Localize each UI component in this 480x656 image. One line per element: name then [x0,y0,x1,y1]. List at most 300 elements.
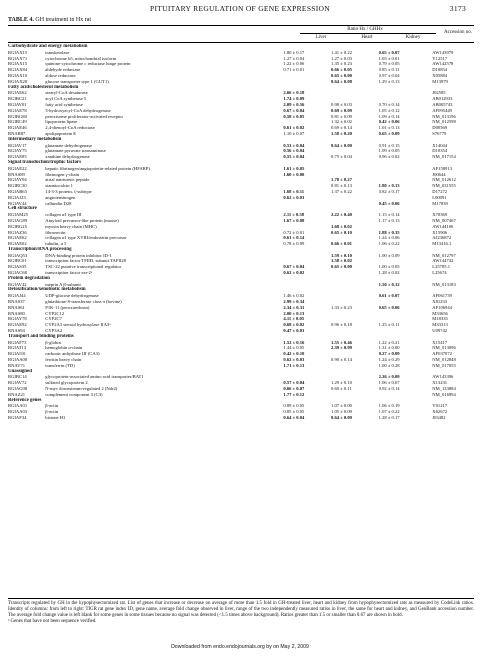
kidney-ratio-cell: 0.79 ± 0.05 [378,61,400,67]
section-label: Protein degradation [8,275,50,281]
accession-cell: U09742 [432,328,448,334]
accession-cell: M17839 [432,200,448,206]
gene-name-cell: hepatic fibrinogen/angiopoietin-related protein (HFARP) [45,165,150,171]
gene-name-cell: CYP3A2 [45,328,63,334]
gene-id-cell: RNAR87 [8,130,26,136]
gene-name-cell: fibrinogen γ-chain [45,171,80,177]
accession-cell: AF158913 [432,165,452,171]
liver-ratio-cell: 1.60 ± 0.00 [283,171,305,177]
gene-id-cell: RGIAE78 [8,107,27,113]
gene-id-cell: RNAS61 [8,304,25,310]
gene-name-cell: calbindin D28 [45,200,72,206]
gene-id-cell: RGIAC68 [8,270,27,276]
header-rule [8,42,474,43]
heart-ratio-cell: 1.68 ± 0.02 [331,223,352,229]
heart-ratio-cell: 0.96 ± 0.18 [331,322,352,328]
section-label: Carbohydrate and energy metabolism [8,44,88,49]
ratio-header: Ratio Hx / GHHx [347,27,383,32]
accession-cell: V01217 [432,403,448,409]
kidney-ratio-cell: 0.61 ± 0.07 [378,293,400,299]
accession-cell: M33656 [432,310,448,316]
heart-ratio-cell: 2.39 ± 0.99 [331,345,352,351]
gene-id-cell: RGIAE62 [8,90,27,96]
accession-cell: AF095449 [432,107,452,113]
gene-id-cell: RNAZ21 [8,391,26,397]
gene-id-cell: RGIAG89 [8,217,28,223]
accession-cell: AW143979 [432,49,454,55]
accession-cell: AF061739 [432,293,452,299]
accession-cell: D17272 [432,188,448,194]
gene-name-cell: UDP-glucose dehydrogenase [45,293,99,299]
heart-ratio-cell: 1.32 ± 0.02 [331,119,352,125]
accession-cell: AW144106 [432,223,454,229]
accession-cell: X15417 [432,339,448,345]
gene-name-cell: 14-3-3 protein, ζ-subtype [45,188,92,194]
liver-ratio-cell: 0.55 ± 0.04 [283,154,305,160]
gene-name-cell: fatty acid synthetase [45,101,83,107]
accession-cell: NM_017154 [432,154,456,160]
heart-ratio-cell: 1.05 ± 0.09 [331,409,352,415]
top-rule [8,25,474,26]
accession-cell: NM_013183 [432,281,456,287]
page-number: 3173 [449,4,466,13]
accession-cell: X62672 [432,409,448,415]
liver-ratio-cell: 0.58 ± 0.05 [283,113,305,119]
gene-id-cell: RGIAX71 [8,55,28,61]
accession-cell: NM_016994 [432,391,456,397]
liver-ratio-cell: 0.89 ± 0.05 [283,403,305,409]
accession-cell: NM_007467 [432,217,456,223]
liver-ratio-cell: 0.72 ± 0.01 [283,229,305,235]
kidney-ratio-cell: 1.24 ± 0.29 [378,357,400,363]
section-label: Intermediary metabolism [8,136,62,142]
section-label: Transcription/RNA processing [8,246,72,252]
gene-name-cell: CYP2C12 [45,310,65,316]
gene-id-cell: RGIAA00 [8,357,28,363]
section-label: Detoxification/xenobiotic metabolism [8,287,86,293]
kidney-ratio-cell: 1.00 ± 0.05 [378,264,400,270]
heart-ratio-cell: 0.65 ± 0.10 [331,229,352,235]
liver-ratio-cell: 0.53 ± 0.04 [283,142,305,148]
footnote-note-a: ᵃ Genes that have not been sequence verified. [8,619,97,624]
liver-ratio-cell: 0.78 ± 0.09 [283,241,305,247]
gene-id-cell: RGIBC21 [8,96,27,102]
gene-name-cell: glutamate dehydrogenase [45,142,93,148]
footnote-text: Transcripts regulated by GH in the hypophysectomized rat. List of genes that increase or decrease on average of more than 1.5 fold in GH-treated liver, heart and kidney from hypophysectomized rats as measured by CodeLink ratios. Identity of columns: from left to right: TIGR rat gene index ID, gene name, average fold change observed in liver, range of the two independently measured ratios in liver, the same for heart and kidney, and GenBank accession number. The average fold change value is left blank for some genes in some tissues because no signal was detected (<1.5 times above background). Ratios greater than 1.5 or smaller than 0.67 are shown in bold. [8,601,474,618]
gene-name-cell: histone H1 [45,415,66,420]
gene-id-cell: RGIAY78 [8,316,27,322]
gene-name-cell: meprin A β-subunit [45,281,81,287]
accession-cell: AW144742 [432,258,454,264]
gene-name-cell: P1K-11 (peroxiredoxin) [45,304,90,310]
kidney-ratio-cell: 1.15 ± 0.14 [378,212,400,218]
gene-name-cell: glutamate pyruvate transaminase [45,148,106,154]
liver-ratio-cell: 4.11 ± 0.05 [283,316,305,322]
liver-ratio-cell: 0.67 ± 0.04 [283,107,305,113]
heart-ratio-cell: 1.59 ± 0.10 [331,252,352,258]
gene-id-cell: RGIAA03 [8,409,28,415]
kidney-ratio-cell: 1.29 ± 0.13 [378,78,400,84]
heart-ratio-cell: 0.75 ± 0.04 [331,154,352,160]
gene-name-cell: stanniocalcin 1 [45,183,73,189]
liver-ratio-cell: 1.27 ± 0.04 [283,55,305,61]
gene-id-cell: RGIAE46 [8,125,27,131]
gene-id-cell: RGIAF34 [8,415,27,420]
gene-name-cell: apolipoprotein E [45,130,77,136]
accession-cell: NM_017055 [432,362,456,368]
heart-ratio-cell: 0.66 ± 0.05 [331,67,352,73]
accession-cell: AB012933 [432,96,453,102]
liver-ratio-cell: 1.74 ± 0.09 [283,96,305,102]
gene-name-cell: β-actin [45,409,59,415]
accession-cell: L00091 [432,194,447,200]
gene-name-cell: transferrin (TD) [45,362,75,368]
section-label: Transport and binding proteins [8,333,74,339]
heart-ratio-cell: 1.27 ± 0.03 [331,55,352,61]
accession-cell: L25674 [432,270,447,276]
gene-id-cell: RGIAS35 [8,264,27,270]
accession-cell: D10354 [432,148,448,154]
heart-ratio-cell: 0.69 ± 0.14 [331,125,352,131]
col-kidney-header: Kidney [405,35,421,40]
accession-cell: AJ236872 [432,235,452,241]
accession-cell: M18335 [432,316,448,322]
liver-ratio-cell: 0.62 ± 0.03 [283,194,305,200]
accession-cell: AB005743 [432,101,453,107]
heart-ratio-cell: 0.64 ± 0.09 [331,415,352,420]
kidney-ratio-cell: 0.65 ± 0.07 [378,49,400,55]
gene-id-cell: RGIAV17 [8,142,27,148]
gene-name-cell: acyl CoA synthetase 5 [45,96,87,102]
gene-name-cell: glutathione-S-transferase class π (bovine) [45,299,122,305]
accession-cell: NM_133884 [432,386,456,392]
gene-id-cell: RGIAX20 [8,78,28,84]
accession-cell: X05884 [432,72,448,78]
gene-name-cell: myosin heavy chain (MHC) [45,223,97,229]
liver-ratio-cell: 0.66 ± 0.07 [283,386,305,392]
kidney-ratio-cell: 1.22 ± 0.21 [378,339,400,345]
gene-id-cell: RGIAX15 [8,61,28,67]
gene-name-cell: lipoprotein lipase [45,119,78,125]
liver-ratio-cell: 2.00 ± 0.13 [283,310,305,316]
gene-name-cell: cytochrome b5, mitochondrial isoform [45,55,117,61]
accession-cell: AW143396 [432,374,454,380]
gene-id-cell: RGIAE92 [8,322,27,328]
kidney-ratio-cell: 0.82 ± 0.17 [378,188,400,194]
accession-cell: D10854 [432,67,448,73]
gene-id-cell: RNAS37 [8,299,25,305]
liver-ratio-cell: 1.22 ± 0.06 [283,61,305,67]
kidney-ratio-cell: 1.50 ± 0.12 [378,281,400,287]
gene-id-cell: RNAS89 [8,171,25,177]
gene-name-cell: β-globin [45,339,61,345]
kidney-ratio-cell: 1.06 ± 0.19 [378,403,400,409]
liver-ratio-cell: 2.66 ± 0.18 [283,90,305,96]
liver-ratio-cell: 0.47 ± 0.03 [283,328,305,334]
liver-ratio-cell: 1.52 ± 0.16 [283,339,305,345]
gene-id-cell: RNAS94 [8,328,25,334]
gene-id-cell: RGIAV01 [8,101,27,107]
gene-id-cell: RGIAF73 [8,339,27,345]
kidney-ratio-cell: 0.97 ± 0.04 [378,72,400,78]
accession-cell: NM_012848 [432,357,456,363]
kidney-ratio-cell: 0.85 ± 0.11 [378,67,400,73]
kidney-ratio-cell: 1.03 ± 0.01 [378,55,400,61]
gene-id-cell: RGIAI10 [8,351,26,357]
accession-cell: AW142578 [432,61,454,67]
heart-ratio-cell: 1.37 ± 0.22 [331,188,352,194]
gene-name-cell: TSC-22 putative transcriptional regulator [45,264,122,270]
accession-cell: X70369 [432,212,448,218]
liver-ratio-cell: 1.10 ± 0.07 [283,130,305,136]
heart-ratio-cell: 0.98 ± 0.03 [331,101,352,107]
gene-name-cell: peroxisome proliferator-activated receptor [45,113,123,119]
gene-name-cell: glycoprotein-associated amino acid transporter/BAT1 [45,374,144,380]
accession-cell: X13231 [432,380,448,386]
heart-ratio-cell: 1.35 ± 0.23 [331,61,352,67]
kidney-ratio-cell: 1.25 ± 0.11 [378,322,400,328]
gene-id-cell: RGIAE62 [8,235,27,241]
heart-ratio-cell: 1.41 ± 0.22 [331,49,352,55]
heart-ratio-cell: 0.66 ± 0.01 [331,241,352,247]
gene-name-cell: atrial natriuretic peptide [45,177,90,183]
kidney-ratio-cell: 1.31 ± 0.00 [378,345,400,351]
gene-id-cell: RGIAA01 [8,403,28,409]
accession-cell: X81233 [432,299,448,305]
liver-ratio-cell: 2.09 ± 0.56 [283,101,305,107]
kidney-ratio-cell: 1.00 ± 0.28 [378,362,400,368]
gene-name-cell: sulfated glycoprotein 2 [45,380,88,386]
accession-cell: AF106944 [432,304,452,310]
gene-id-cell: RGIBC49 [8,119,27,125]
gene-name-cell: CYP2C7 [45,316,62,322]
heart-ratio-cell: 1.55 ± 0.46 [331,339,352,345]
section-label: Cell structure [8,206,37,212]
kidney-ratio-cell: 1.01 ± 0.13 [378,125,400,131]
accession-cell: NM_012612 [432,177,456,183]
accession-cell: X14044 [432,142,448,148]
accession-cell: D00569 [432,125,448,131]
gene-name-cell: N-myc downstream-regulated 2 (Ndr2) [45,386,118,392]
liver-ratio-cell: 0.68 ± 0.02 [283,322,305,328]
gene-name-cell: β-actin [45,403,59,409]
gene-id-cell: RGIBG80 [8,113,27,119]
gene-id-cell: RGIAJ44 [8,293,26,299]
gene-name-cell: transketolase [45,49,70,55]
gene-name-cell: carbonic anhydrase III (CA3) [45,351,100,357]
gene-name-cell: hemoglobin α-chain [45,345,83,351]
accession-cell: NM_031555 [432,183,456,189]
heart-ratio-cell: 1.58 ± 0.20 [331,130,352,136]
heart-ratio-cell: 0.69 ± 0.09 [331,107,352,113]
running-header [0,4,480,16]
gene-name-cell: collagen α1 type XVIII/endostatin precursor [45,235,127,241]
gene-id-cell: RGIAV44 [8,200,27,206]
kidney-ratio-cell: 0.42 ± 0.06 [378,119,400,125]
gene-name-cell: angiotensinogen [45,194,76,200]
kidney-ratio-cell: 1.24 ± 0.06 [378,235,400,241]
liver-ratio-cell: 1.44 ± 0.05 [283,345,305,351]
table-number: TABLE 4. [8,17,34,23]
liver-ratio-cell: 0.85 ± 0.05 [283,409,305,415]
gene-id-cell: RGIAZ36 [8,229,27,235]
col-heart-header: Heart [361,35,373,40]
liver-ratio-cell: 0.56 ± 0.04 [283,148,305,154]
accession-cell: J03482 [432,415,446,420]
liver-ratio-cell: 2.99 ± 0.34 [283,299,305,305]
kidney-ratio-cell: 1.28 ± 0.17 [378,415,400,420]
gene-name-cell: CYP2A3 steroid hydroxylase IIA3ᵃ [45,322,111,328]
kidney-ratio-cell: 1.17 ± 0.13 [378,217,400,223]
heart-ratio-cell: 1.78 ± 0.27 [331,177,352,183]
liver-ratio-cell: 1.80 ± 0.17 [283,49,305,55]
kidney-ratio-cell: 1.28 ± 0.02 [378,270,400,276]
accession-cell: L25785.1 [432,264,451,270]
accession-cell: M13416.1 [432,241,452,247]
heart-ratio-cell: 2.22 ± 0.40 [331,212,352,218]
accession-cell: Y12517 [432,55,448,61]
gene-name-cell: 3-hydroxyacyl-CoA dehydrogenase [45,107,111,113]
gene-name-cell: aldose reductase [45,72,76,78]
accession-cell: NM_012797 [432,252,456,258]
gene-id-cell: RGIAT13 [8,345,27,351]
gene-id-cell: RGIAX10 [8,72,28,78]
gene-name-cell: transcription factor TFIID, subunit TAFII28 [45,258,126,264]
col-accession-header: Accession no. [443,30,473,35]
accession-cell: NM_013096 [432,345,456,351]
heart-ratio-cell: 0.64 ± 0.08 [331,78,352,84]
kidney-ratio-cell: 1.09 ± 0.14 [378,113,400,119]
gene-name-cell: transcription factor ear-2ᵃ [45,270,93,276]
gene-name-cell: aldehyde reductase [45,67,81,73]
section-label: Signal transduction/trophic factors [8,159,82,165]
accession-cell: J00644 [432,171,446,177]
heart-ratio-cell: 0.81 ± 0.13 [331,183,352,189]
gene-id-cell: RGIBC01 [8,258,27,264]
liver-ratio-cell: 1.46 ± 0.02 [283,293,305,299]
gene-id-cell: RGIBG25 [8,223,27,229]
col-liver-header: Liver [315,35,327,40]
gene-id-cell: RGIAY75 [8,148,27,154]
kidney-ratio-cell: 0.65 ± 0.06 [378,304,400,310]
accession-cell: X15906 [432,229,448,235]
gene-id-cell: RGIAY94 [8,177,27,183]
gene-id-cell: RGIAX84 [8,67,28,73]
kidney-ratio-cell: 1.05 ± 0.12 [378,107,400,113]
gene-name-cell: stearyl-CoA desaturase [45,90,88,96]
heart-ratio-cell: 0.64 ± 0.00 [331,142,352,148]
heart-ratio-cell: 0.81 ± 0.09 [331,113,352,119]
liver-ratio-cell: 0.62 ± 0.02 [283,270,305,276]
kidney-ratio-cell: 0.65 ± 0.09 [378,130,400,136]
section-label: Reference genes [8,397,42,403]
kidney-ratio-cell: 1.00 ± 0.09 [378,252,400,258]
gene-name-cell: complement component 3 (C3) [45,391,103,397]
kidney-ratio-cell: 0.96 ± 0.02 [378,154,400,160]
gene-id-cell: RGIBC30 [8,183,27,189]
gene-id-cell: RGIAV42 [8,281,27,287]
heart-ratio-cell: 0.90 ± 0.14 [331,357,352,363]
kidney-ratio-cell: 0.70 ± 0.14 [378,101,400,107]
liver-ratio-cell: 1.77 ± 0.12 [283,391,305,397]
accession-cell: J02585 [432,90,446,96]
liver-ratio-cell: 2.11 ± 0.58 [283,212,305,218]
heart-ratio-cell: 0.65 ± 0.00 [331,72,352,78]
gene-id-cell: RGIAE85 [8,154,27,160]
ratio-header-rule [300,33,436,34]
kidney-ratio-cell: 1.09 ± 0.05 [378,148,400,154]
gene-id-cell: RGIAG98 [8,386,28,392]
accession-cell: NM_013196 [432,113,456,119]
gene-name-cell: Amyloid precursor-like protein (mouse) [45,217,119,223]
gene-name-cell: glucose transporter type 1 (GUT1) [45,78,109,84]
heart-ratio-cell: 0.69 ± 0.11 [331,386,352,392]
gene-id-cell: RGIAM25 [8,212,28,218]
liver-ratio-cell: 0.61 ± 0.14 [283,235,305,241]
liver-ratio-cell: 2.34 ± 0.31 [283,304,305,310]
gene-name-cell: tubulin, α 5 [45,241,67,247]
accession-cell: M13979 [432,78,448,84]
accession-cell: AF037072 [432,351,452,357]
table-row [8,415,474,421]
liver-ratio-cell: 0.71 ± 0.01 [283,67,305,73]
liver-ratio-cell: 0.64 ± 0.04 [283,415,305,420]
heart-ratio-cell: 1.29 ± 0.10 [331,380,352,386]
section-label: Fatty acid/cholesterol metabolism [8,84,79,90]
table-title: GH treatment in Hx rat [35,17,92,23]
liver-ratio-cell: 0.57 ± 0.04 [283,380,305,386]
accession-cell: M33313 [432,322,448,328]
liver-ratio-cell: 0.42 ± 0.10 [283,351,305,357]
kidney-ratio-cell: 0.45 ± 0.06 [378,200,400,206]
kidney-ratio-cell: 1.80 ± 0.13 [378,183,400,189]
heart-ratio-cell: 1.33 ± 0.23 [331,304,352,310]
kidney-ratio-cell: 1.07 ± 0.22 [378,409,400,415]
gene-id-cell: RGIAJ23 [8,194,26,200]
table-caption [8,17,91,23]
kidney-ratio-cell: 1.06 ± 0.07 [378,380,400,386]
section-label: Unassigned [8,368,32,374]
gene-id-cell: RNAS80 [8,310,25,316]
gene-id-cell: RGIAB63 [8,188,27,194]
heart-ratio-cell: 1.58 ± 0.02 [331,258,352,264]
gene-name-cell: fibronectin [45,229,66,235]
liver-ratio-cell: 1.71 ± 0.13 [283,362,305,368]
liver-ratio-cell: 0.61 ± 0.02 [283,125,305,131]
gene-id-cell: RNAV71 [8,362,26,368]
table-footnote [8,601,474,625]
gene-id-cell: RGIBC14 [8,374,27,380]
gene-id-cell: RGIAX15 [8,49,28,55]
heart-ratio-cell: 0.65 ± 0.00 [331,264,352,270]
liver-ratio-cell: 1.67 ± 0.08 [283,217,305,223]
kidney-ratio-cell: 1.06 ± 0.22 [378,241,400,247]
gene-name-cell: 2,4-dienoyl-CoA reductase [45,125,95,131]
gene-name-cell: ferritin heavy chain [45,357,82,363]
accession-cell: NM_012598 [432,119,456,125]
liver-ratio-cell: 0.67 ± 0.04 [283,264,305,270]
gene-name-cell: xanthine dehydrogenase [45,154,90,160]
accession-cell: S76779 [432,130,447,136]
bottom-rule [8,598,474,599]
kidney-ratio-cell: 2.26 ± 0.09 [378,374,400,380]
liver-ratio-cell: 1.61 ± 0.05 [283,165,305,171]
gene-id-cell: RGIAE02 [8,241,27,247]
gene-id-cell: RGIAE22 [8,165,27,171]
gene-name-cell: quinone-cytochrome c reductase hinge protein [45,61,131,67]
gene-name-cell: DNA-binding protein inhibitor ID-1 [45,252,112,258]
liver-ratio-cell: 1.68 ± 0.11 [283,188,305,194]
